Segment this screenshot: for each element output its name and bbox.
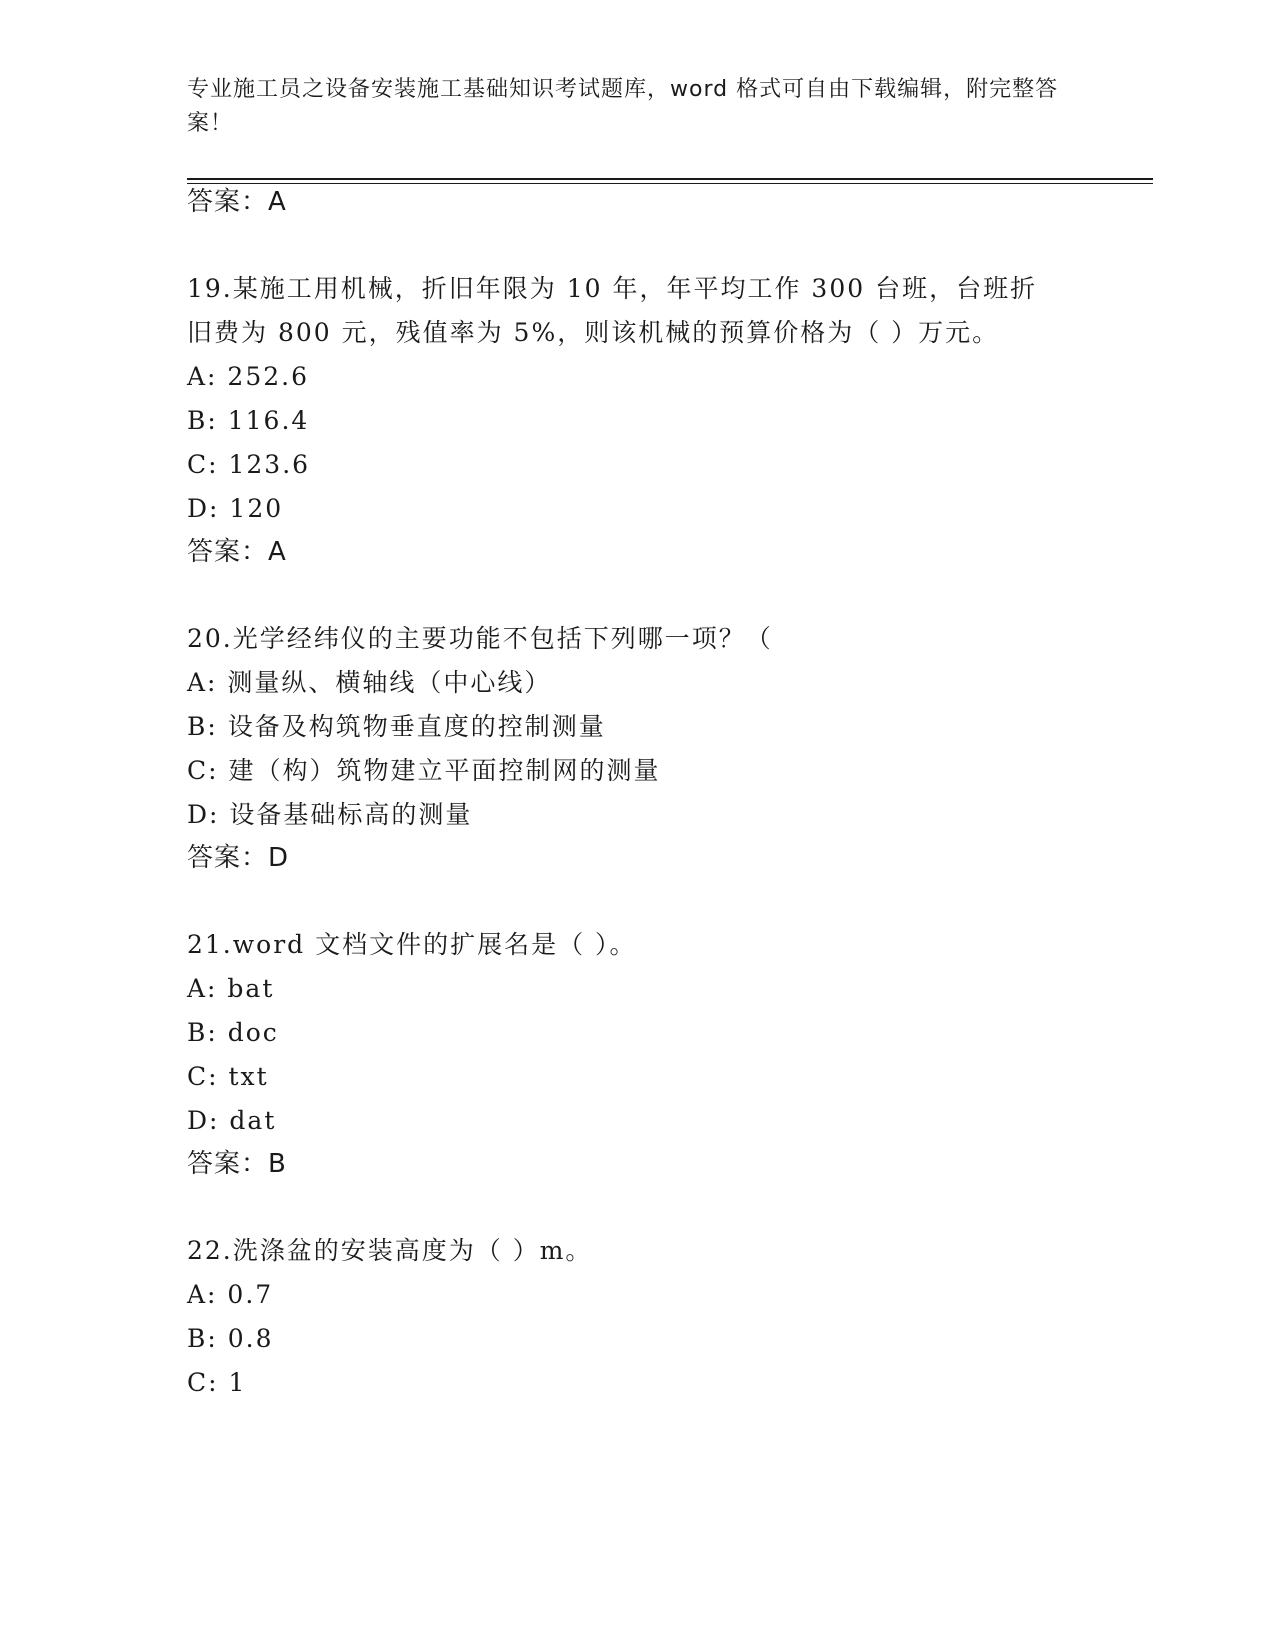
- q19-option-c: C: 123.6: [187, 450, 311, 479]
- q20-stem: 20.光学经纬仪的主要功能不包括下列哪一项？（: [187, 624, 773, 653]
- q21-stem: 21.word 文档文件的扩展名是（ ）。: [187, 930, 637, 959]
- q19-option-b: B: 116.4: [187, 406, 310, 435]
- q20-option-a: A: 测量纵、横轴线（中心线）: [187, 668, 552, 697]
- answer-prev: 答案：A: [187, 187, 287, 217]
- q21-option-b: B: doc: [187, 1018, 279, 1047]
- q21-answer: 答案：B: [187, 1149, 287, 1179]
- q22-option-b: B: 0.8: [187, 1324, 274, 1353]
- q20-option-c: C: 建（构）筑物建立平面控制网的测量: [187, 756, 661, 785]
- q19-option-a: A: 252.6: [187, 362, 309, 391]
- header-rule-thick: [187, 178, 1153, 180]
- q19-answer: 答案：A: [187, 537, 287, 567]
- q21-option-a: A: bat: [187, 974, 275, 1003]
- q19-stem-line1: 19.某施工用机械，折旧年限为 10 年，年平均工作 300 台班，台班折: [187, 274, 1038, 303]
- q22-option-a: A: 0.7: [187, 1280, 274, 1309]
- header-rule-thin: [187, 183, 1153, 184]
- q21-option-c: C: txt: [187, 1062, 269, 1091]
- q20-option-b: B: 设备及构筑物垂直度的控制测量: [187, 712, 606, 741]
- document-header: 专业施工员之设备安装施工基础知识考试题库，word 格式可自由下载编辑，附完整答案！: [187, 77, 1059, 136]
- q19-option-d: D: 120: [187, 494, 284, 523]
- q20-answer: 答案：D: [187, 843, 290, 873]
- q22-stem: 22.洗涤盆的安装高度为（ ）m。: [187, 1236, 593, 1265]
- q22-option-c: C: 1: [187, 1368, 247, 1397]
- q21-option-d: D: dat: [187, 1106, 277, 1135]
- q19-stem-line2: 旧费为 800 元，残值率为 5%，则该机械的预算价格为（ ）万元。: [187, 318, 1000, 347]
- q20-option-d: D: 设备基础标高的测量: [187, 800, 473, 829]
